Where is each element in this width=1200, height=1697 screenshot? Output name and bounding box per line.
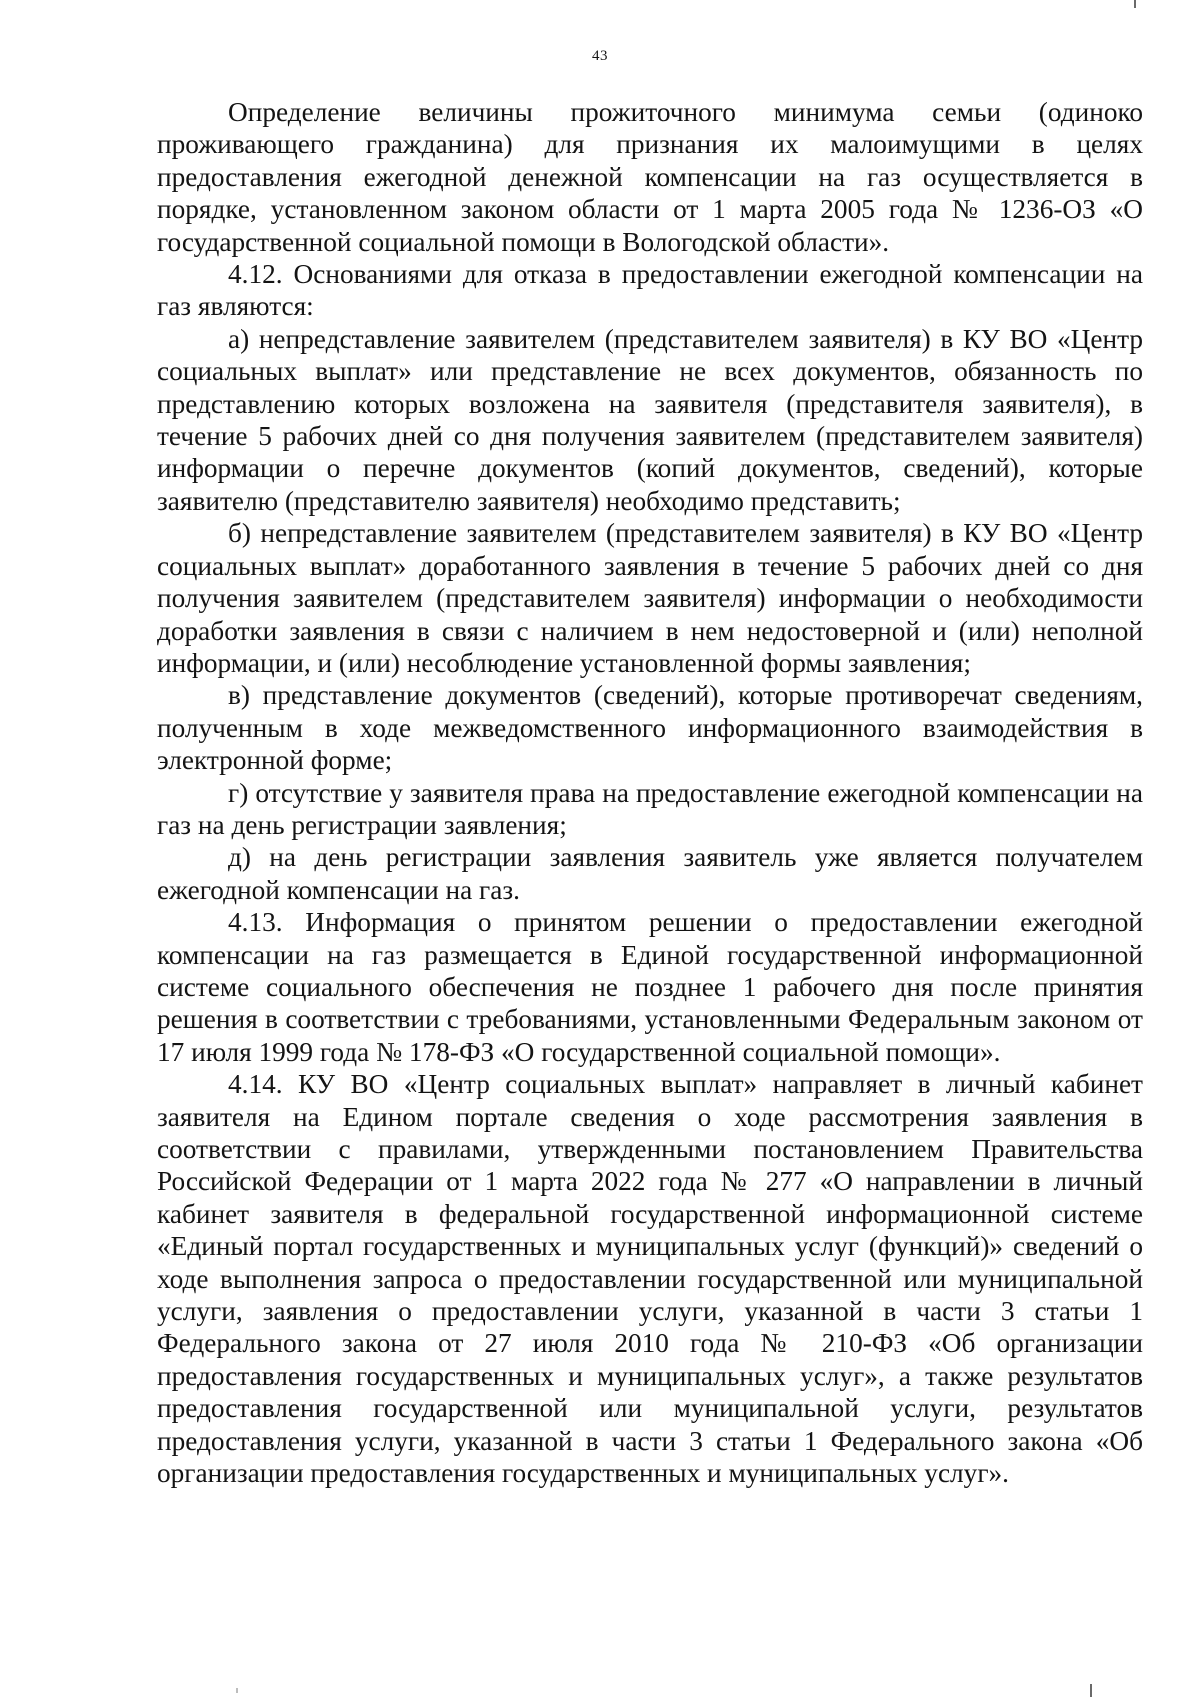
list-item-b: б) непредставление заявителем (представителем заявителя) в КУ ВО «Центр социальных выплат» доработанного заявления в течение 5 рабочих дней со дня получения заявителем (представителем заявителя) информации о необходимости доработки заявления в связи с наличием в нем недостоверной и (или) неполной информации, и (или) несоблюдение установленной формы заявления; <box>157 518 1143 678</box>
scan-mark-top <box>1134 0 1136 8</box>
page-number: 43 <box>592 48 608 64</box>
paragraph-4-13: 4.13. Информация о принятом решении о предоставлении ежегодной компенсации на газ размещается в Единой государственной информационной системе социального обеспечения не позднее 1 рабочего дня после принятия решения в соответствии с требованиями, установленными Федеральным законом от 17 июля 1999 года № 178-ФЗ «О государственной социальной помощи». <box>157 907 1143 1067</box>
paragraph-subsistence-minimum: Определение величины прожиточного минимума семьи (одиноко проживающего гражданина) для признания их малоимущими в целях предоставления ежегодной денежной компенсации на газ осуществляется в порядке, установленном законом области от 1 марта 2005 года № 1236-ОЗ «О государственной социальной помощи в Вологодской области». <box>157 97 1143 257</box>
scan-mark-bottom-right <box>1090 1684 1092 1697</box>
list-item-d: д) на день регистрации заявления заявитель уже является получателем ежегодной компенсации на газ. <box>157 842 1143 905</box>
paragraph-4-12: 4.12. Основаниями для отказа в предоставлении ежегодной компенсации на газ являются: <box>157 259 1143 322</box>
paragraph-4-14: 4.14. КУ ВО «Центр социальных выплат» направляет в личный кабинет заявителя на Едином портале сведения о ходе рассмотрения заявления в соответствии с правилами, утвержденными постановлением Правительства Российской Федерации от 1 марта 2022 года № 277 «О направлении в личный кабинет заявителя в федеральной государственной информационной системе «Единый портал государственных и муниципальных услуг (функций)» сведений о ходе выполнения запроса о предоставлении государственной или муниципальной услуги, заявления о предоставлении услуги, указанной в части 3 статьи 1 Федерального закона от 27 июля 2010 года № 210-ФЗ «Об организации предоставления государственных и муниципальных услуг», а также результатов предоставления государственной или муниципальной услуги, результатов предоставления услуги, указанной в части 3 статьи 1 Федерального закона «Об организации предоставления государственных и муниципальных услуг». <box>157 1069 1143 1489</box>
scan-mark-bottom-left <box>236 1688 238 1693</box>
list-item-v: в) представление документов (сведений), которые противоречат сведениям, полученным в ходе межведомственного информационного взаимодействия в электронной форме; <box>157 680 1143 776</box>
list-item-g: г) отсутствие у заявителя права на предоставление ежегодной компенсации на газ на день регистрации заявления; <box>157 777 1143 840</box>
list-item-a: а) непредставление заявителем (представителем заявителя) в КУ ВО «Центр социальных выплат» или представление не всех документов, обязанность по представлению которых возложена на заявителя (представителя заявителя), в течение 5 рабочих дней со дня получения заявителем (представителем заявителя) информации о перечне документов (копий документов, сведений), которые заявителю (представителю заявителя) необходимо представить; <box>157 323 1143 516</box>
document-body <box>157 96 1143 1489</box>
